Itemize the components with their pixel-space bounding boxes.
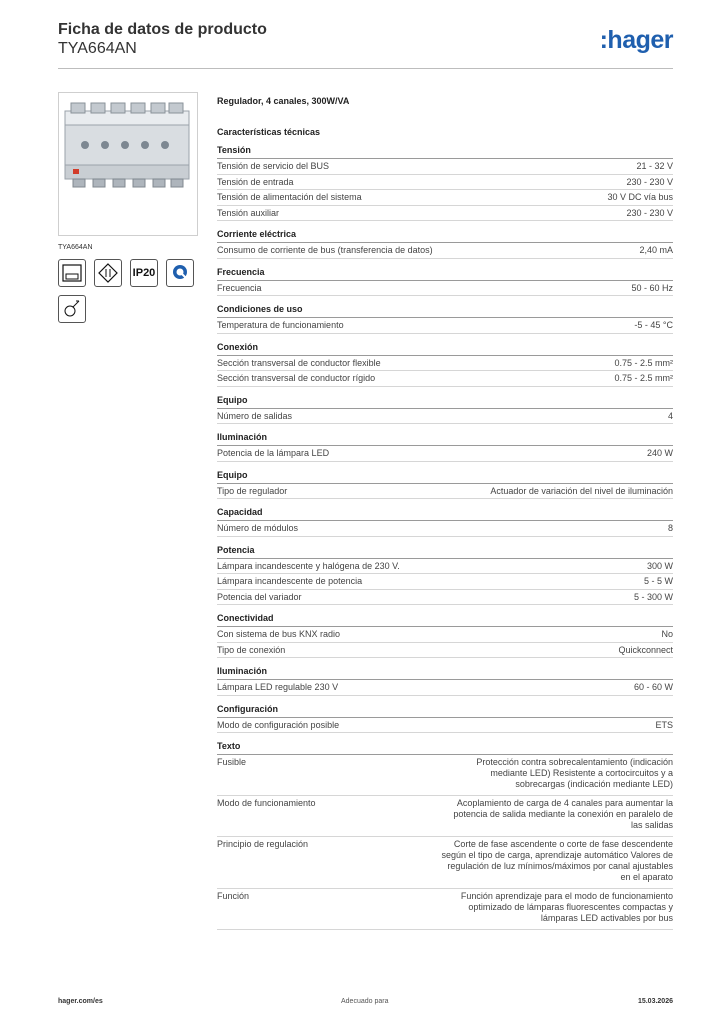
text-value: Función aprendizaje para el modo de funcionamiento optimizado de lámparas fluorescentes compactas y lámparas LED activables por bus	[460, 891, 673, 923]
spec-row	[217, 643, 673, 659]
ip-rating-icon: IP20	[130, 259, 158, 287]
page-header	[58, 20, 673, 58]
spec-label: Lámpara LED regulable 230 V	[217, 682, 339, 692]
group-title: Iluminación	[217, 666, 673, 680]
spec-value: 240 W	[646, 448, 673, 458]
spec-row	[217, 175, 673, 191]
group-title: Equipo	[217, 395, 673, 409]
text-label: Principio de regulación	[217, 839, 309, 849]
spec-value: 230 - 230 V	[626, 176, 673, 187]
certification-icons-row2	[58, 295, 198, 323]
spec-group	[217, 395, 673, 425]
group-title: Condiciones de uso	[217, 304, 673, 318]
spec-group	[217, 470, 673, 500]
spec-label: Modo de configuración posible	[217, 719, 340, 730]
spec-row	[217, 356, 673, 372]
spec-group	[217, 613, 673, 658]
spec-row	[217, 574, 673, 590]
spec-row	[217, 521, 673, 537]
text-row	[217, 837, 673, 889]
spec-label: Tipo de conexión	[217, 644, 286, 655]
spec-label: Tensión de alimentación del sistema	[217, 192, 362, 202]
group-title: Frecuencia	[217, 267, 673, 281]
spec-row	[217, 484, 673, 500]
spec-value: 8	[667, 523, 673, 533]
spec-label: Tensión auxiliar	[217, 207, 280, 218]
spec-row	[217, 409, 673, 425]
quickconnect-icon	[166, 259, 194, 287]
group-title: Tensión	[217, 145, 673, 159]
spec-value: -5 - 45 °C	[634, 320, 673, 330]
spec-row	[217, 590, 673, 606]
spec-groups	[217, 145, 673, 733]
spec-group	[217, 704, 673, 734]
spec-value: 5 - 5 W	[643, 576, 673, 586]
group-title: Equipo	[217, 470, 673, 484]
product-code-subtitle: TYA664AN	[58, 40, 137, 57]
hager-logo: :hager	[599, 26, 673, 54]
spec-row	[217, 680, 673, 696]
spec-label: Lámpara incandescente y halógena de 230 V.	[217, 560, 400, 571]
spec-row	[217, 190, 673, 206]
product-sidebar	[58, 92, 198, 323]
spec-row	[217, 559, 673, 575]
group-title: Conexión	[217, 342, 673, 356]
group-title: Capacidad	[217, 507, 673, 521]
spec-value: 30 V DC vía bus	[607, 192, 673, 202]
spec-row	[217, 718, 673, 734]
text-value: Corte de fase ascendente o corte de fase descendente según el tipo de carga, aprendizaje automático Valores de regulación de luz mínimos/máximos por canal ajustables en el aparato	[441, 839, 673, 882]
spec-group	[217, 432, 673, 462]
spec-row	[217, 206, 673, 222]
group-title: Texto	[217, 741, 673, 755]
spec-label: Lámpara incandescente de potencia	[217, 576, 363, 586]
spec-label: Potencia de la lámpara LED	[217, 448, 330, 458]
bulb-dimming-icon	[58, 295, 86, 323]
spec-row	[217, 318, 673, 334]
spec-group	[217, 342, 673, 387]
spec-group	[217, 304, 673, 334]
spec-group	[217, 229, 673, 259]
spec-label: Consumo de corriente de bus (transferencia de datos)	[217, 245, 433, 255]
footer-suitable-for: Adecuado para	[341, 998, 389, 1005]
spec-row	[217, 281, 673, 297]
spec-label: Sección transversal de conductor flexible	[217, 357, 381, 368]
spec-label: Con sistema de bus KNX radio	[217, 629, 341, 639]
specifications-panel	[217, 96, 673, 938]
module-housing-icon	[58, 259, 86, 287]
spec-label: Tensión de servicio del BUS	[217, 161, 330, 171]
spec-value: 60 - 60 W	[633, 682, 673, 692]
spec-group	[217, 507, 673, 537]
text-label: Fusible	[217, 757, 247, 767]
page-title: Ficha de datos de producto	[58, 21, 267, 38]
product-image	[58, 92, 198, 236]
text-row	[217, 755, 673, 796]
spec-value: Quickconnect	[618, 644, 673, 655]
product-image-caption: TYA664AN	[58, 244, 93, 251]
spec-label: Número de módulos	[217, 523, 299, 533]
text-label: Modo de funcionamiento	[217, 798, 316, 808]
group-title: Corriente eléctrica	[217, 229, 673, 243]
spec-value: 21 - 32 V	[636, 161, 673, 171]
spec-value: 50 - 60 Hz	[631, 282, 673, 293]
class-ii-insulation-icon	[94, 259, 122, 287]
spec-row	[217, 627, 673, 643]
spec-value: 5 - 300 W	[633, 591, 673, 602]
product-name: Regulador, 4 canales, 300W/VA	[217, 96, 350, 106]
spec-value: 300 W	[646, 560, 673, 571]
spec-row	[217, 243, 673, 259]
dimmer-device-illustration	[59, 93, 197, 235]
spec-value: 0.75 - 2.5 mm²	[614, 357, 673, 368]
group-title: Configuración	[217, 704, 673, 718]
texto-group	[217, 741, 673, 930]
spec-label: Tensión de entrada	[217, 176, 294, 187]
text-label: Función	[217, 891, 250, 901]
footer-date: 15.03.2026	[637, 998, 673, 1005]
spec-value: 0.75 - 2.5 mm²	[614, 373, 673, 383]
spec-row	[217, 159, 673, 175]
spec-value: 2,40 mA	[639, 245, 673, 255]
spec-value: Actuador de variación del nivel de iluminación	[490, 485, 673, 496]
text-value: Protección contra sobrecalentamiento (indicación mediante LED) Resistente a cortocircuitos y a sobrecargas (indicación mediante LED)	[476, 757, 673, 789]
group-title: Potencia	[217, 545, 673, 559]
spec-group	[217, 267, 673, 297]
text-value: Acoplamiento de carga de 4 canales para aumentar la potencia de salida mediante la conexión en paralelo de las salidas	[453, 798, 673, 830]
certification-icons	[58, 259, 198, 287]
header-divider	[58, 68, 673, 69]
group-title: Conectividad	[217, 613, 673, 627]
spec-row	[217, 371, 673, 387]
spec-group	[217, 666, 673, 696]
spec-label: Número de salidas	[217, 410, 293, 421]
group-title: Iluminación	[217, 432, 673, 446]
spec-value: 4	[667, 410, 673, 421]
specs-section-title: Características técnicas	[217, 127, 321, 137]
spec-label: Frecuencia	[217, 282, 262, 293]
spec-row	[217, 446, 673, 462]
spec-group	[217, 145, 673, 221]
spec-label: Sección transversal de conductor rígido	[217, 373, 376, 383]
text-row	[217, 796, 673, 837]
footer-website: hager.com/es	[58, 998, 103, 1005]
spec-value: No	[661, 629, 673, 639]
spec-group	[217, 545, 673, 606]
spec-label: Tipo de regulador	[217, 485, 288, 496]
spec-label: Temperatura de funcionamiento	[217, 320, 344, 330]
spec-label: Potencia del variador	[217, 591, 302, 602]
text-row	[217, 889, 673, 930]
spec-value: ETS	[655, 719, 673, 730]
spec-value: 230 - 230 V	[626, 207, 673, 218]
